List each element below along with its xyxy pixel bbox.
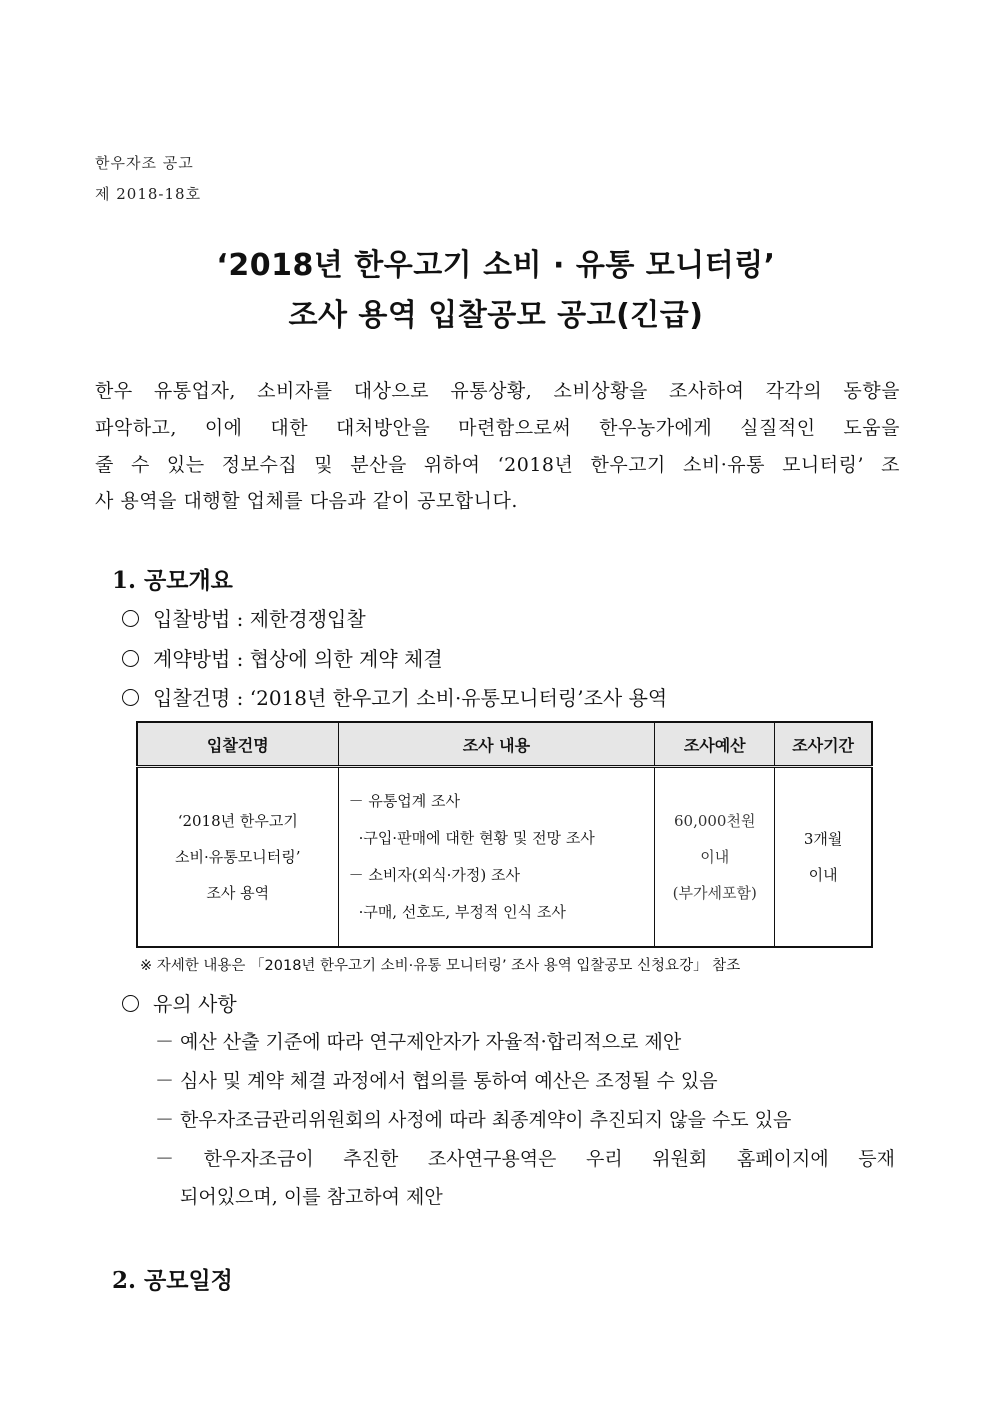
page-title-line2: 조사 용역 입찰공모 공고(긴급) <box>288 298 704 333</box>
intro-line-4: 사 용역을 대행할 업체를 다음과 같이 공모합니다. <box>95 490 518 512</box>
bid-name-line: ‘2018년 한우고기 <box>177 812 298 830</box>
bid-table <box>136 721 873 948</box>
bullet-bid-name <box>122 682 667 711</box>
circle-bullet-icon <box>122 995 139 1012</box>
period-line: 이내 <box>808 866 838 884</box>
intro-line-1: 한우 유통업자, 소비자를 대상으로 유통상황, 소비상황을 조사하여 각각의 동향을 <box>95 380 900 402</box>
bullet-text: 계약방법 : 협상에 의한 계약 체결 <box>153 647 443 671</box>
bullet-contract-method <box>122 643 443 672</box>
page-title-line1: ‘2018년 한우고기 소비 · 유통 모니터링’ <box>216 248 776 283</box>
bullet-caution <box>122 988 237 1017</box>
budget-line: 이내 <box>700 848 730 866</box>
table-row <box>137 767 872 948</box>
caution-item-2: － 심사 및 계약 체결 과정에서 협의를 통하여 예산은 조정될 수 있음 <box>155 1070 718 1092</box>
section-1-title: 1. 공모개요 <box>112 567 233 594</box>
cell-content <box>338 767 655 948</box>
circle-bullet-icon <box>122 610 139 627</box>
intro-line-3: 줄 수 있는 정보수집 및 분산을 위하여 ‘2018년 한우고기 소비·유통 모니터링’ 조 <box>95 454 900 476</box>
table-header-row <box>137 722 872 767</box>
budget-line: (부가세포함) <box>672 884 757 902</box>
bid-name-line: 소비·유통모니터링’ <box>175 848 301 866</box>
content-line: ·구매, 선호도, 부정적 인식 조사 <box>358 903 566 921</box>
bullet-bid-method <box>122 603 366 632</box>
cell-period <box>775 767 872 948</box>
reference-note: ※ 자세한 내용은 「2018년 한우고기 소비·유통 모니터링’ 조사 용역 입찰공모 신청요강」 참조 <box>140 958 741 974</box>
content-line: － 소비자(외식·가정) 조사 <box>348 866 520 884</box>
caution-item-1: － 예산 산출 기준에 따라 연구제안자가 자율적·합리적으로 제안 <box>155 1031 682 1053</box>
circle-bullet-icon <box>122 689 139 706</box>
header-budget: 조사예산 <box>655 722 775 767</box>
bullet-text: 유의 사항 <box>153 992 237 1016</box>
header-content: 조사 내용 <box>338 722 655 767</box>
section-2-title: 2. 공모일정 <box>112 1267 233 1294</box>
caution-item-4-cont: 되어있으며, 이를 참고하여 제안 <box>180 1186 443 1208</box>
bid-name-line: 조사 용역 <box>206 884 270 902</box>
budget-line: 60,000천원 <box>673 812 756 830</box>
content-line: － 유통업계 조사 <box>348 792 461 810</box>
cell-budget <box>655 767 775 948</box>
period-line: 3개월 <box>803 830 843 848</box>
notice-org: 한우자조 공고 <box>95 154 194 172</box>
caution-item-4: － 한우자조금이 추진한 조사연구용역은 우리 위원회 홈페이지에 등재 <box>155 1148 895 1170</box>
bullet-text: 입찰건명 : ‘2018년 한우고기 소비·유통모니터링’조사 용역 <box>153 686 668 710</box>
circle-bullet-icon <box>122 650 139 667</box>
header-period: 조사기간 <box>775 722 872 767</box>
bullet-text: 입찰방법 : 제한경쟁입찰 <box>153 607 366 631</box>
content-line: ·구입·판매에 대한 현황 및 전망 조사 <box>358 829 595 847</box>
caution-item-3: － 한우자조금관리위원회의 사정에 따라 최종계약이 추진되지 않을 수도 있음 <box>155 1109 792 1131</box>
notice-number: 제 2018-18호 <box>95 185 202 203</box>
header-bid-name: 입찰건명 <box>137 722 338 767</box>
cell-bid-name <box>137 767 338 948</box>
intro-line-2: 파악하고, 이에 대한 대처방안을 마련함으로써 한우농가에게 실질적인 도움을 <box>95 417 900 439</box>
